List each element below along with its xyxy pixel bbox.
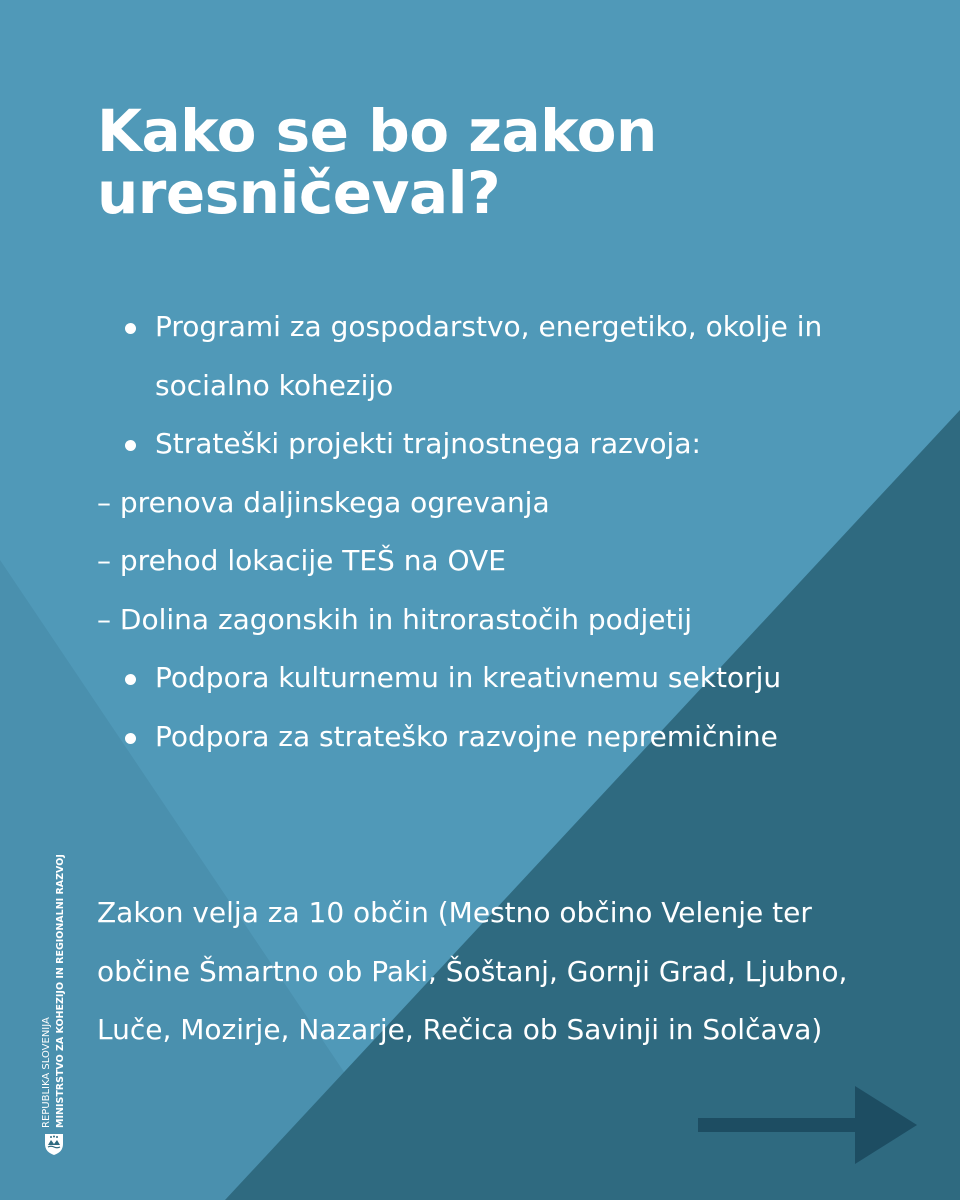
list-item: Podpora za strateško razvojne nepremičnine	[97, 708, 927, 767]
list-item: – prehod lokacije TEŠ na OVE	[97, 544, 506, 577]
list-item: Programi za gospodarstvo, energetiko, okolje in socialno kohezijo	[97, 298, 927, 415]
logo-line-2: MINISTRSTVO ZA KOHEZIJO IN REGIONALNI RAZVOJ	[55, 854, 66, 1128]
municipalities-paragraph: Zakon velja za 10 občin (Mestno občino Velenje ter občine Šmartno ob Paki, Šoštanj, Gornji Grad, Ljubno, Luče, Mozirje, Nazarje, Rečica ob Savinji in Solčava)	[97, 896, 848, 1046]
ministry-logo	[36, 828, 76, 1158]
list-item: Strateški projekti trajnostnega razvoja:	[97, 415, 927, 474]
slide-title: Kako se bo zakon uresničeval?	[97, 97, 657, 227]
item-list	[97, 298, 927, 766]
logo-line-1: REPUBLIKA SLOVENIJA	[41, 1017, 52, 1128]
list-item: Podpora kulturnemu in kreativnemu sektorju	[97, 649, 927, 708]
list-item: – prenova daljinskega ogrevanja	[97, 485, 550, 519]
coat-of-arms-icon	[45, 1134, 63, 1155]
list-item: – Dolina zagonskih in hitrorastočih podjetij	[97, 602, 693, 636]
arrow-right-icon[interactable]	[698, 1086, 920, 1166]
